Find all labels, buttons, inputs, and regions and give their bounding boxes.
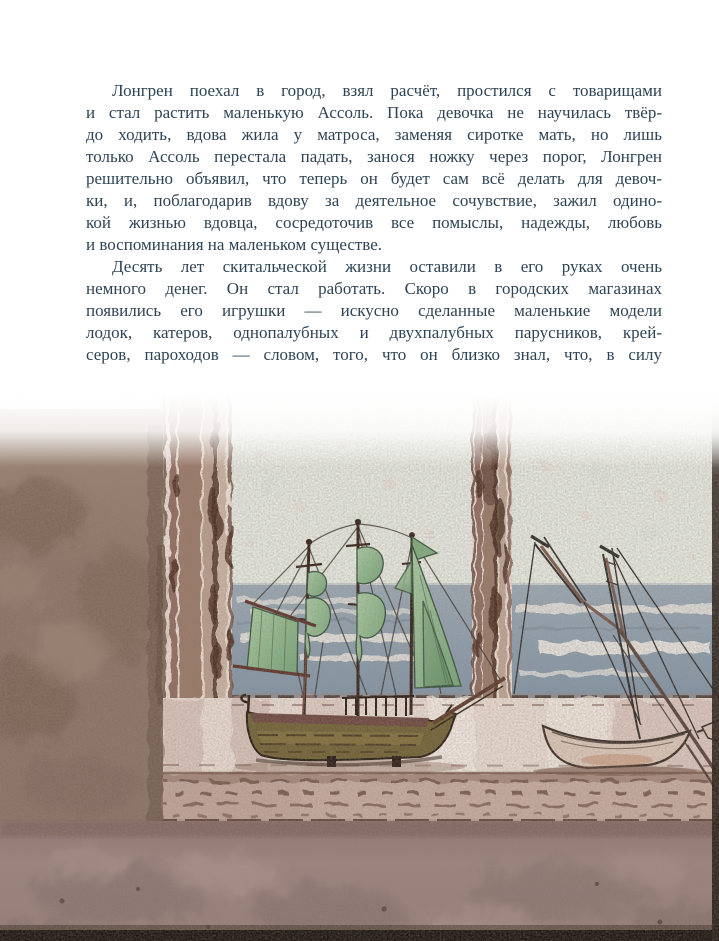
text-line: только Ассоль перестала падать, занося ножку через порог, Лонгрен	[86, 147, 662, 166]
paragraph	[86, 80, 662, 256]
top-fade	[0, 395, 719, 467]
text-line: ки, и, поблагодарив вдову за деятельное сочувствие, зажил одино-	[86, 191, 662, 210]
text-line: и воспоминания на маленьком существе.	[86, 235, 383, 254]
text-line: кой жизнью вдовца, сосредоточив все помыслы, надежды, любовь	[86, 213, 662, 232]
text-block	[86, 80, 662, 366]
text-line: немного денег. Он стал работать. Скоро в городских магазинах	[86, 279, 662, 298]
text-line: появились его игрушки — искусно сделанные маленькие модели	[86, 301, 662, 320]
text-line: серов, пароходов — словом, того, что он близко знал, что, в силу	[86, 345, 662, 364]
text-line: лодок, катеров, однопалубных и двухпалубных парусников, крей-	[86, 323, 662, 342]
text-line: и стал растить маленькую Ассоль. Пока девочка не научилась твёр-	[86, 103, 662, 122]
text-line: Лонгрен поехал в город, взял расчёт, простился с товарищами	[112, 81, 662, 100]
paragraph	[86, 256, 662, 366]
text-line: решительно объявил, что теперь он будет сам всё делать для девоч-	[86, 169, 662, 188]
paper-grain	[0, 395, 719, 941]
watercolor-illustration	[0, 395, 719, 941]
text-line: до ходить, вдова жила у матроса, заменяя сиротке мать, но лишь	[86, 125, 662, 144]
text-line: Десять лет скитальческой жизни оставили в его руках очень	[112, 257, 662, 276]
